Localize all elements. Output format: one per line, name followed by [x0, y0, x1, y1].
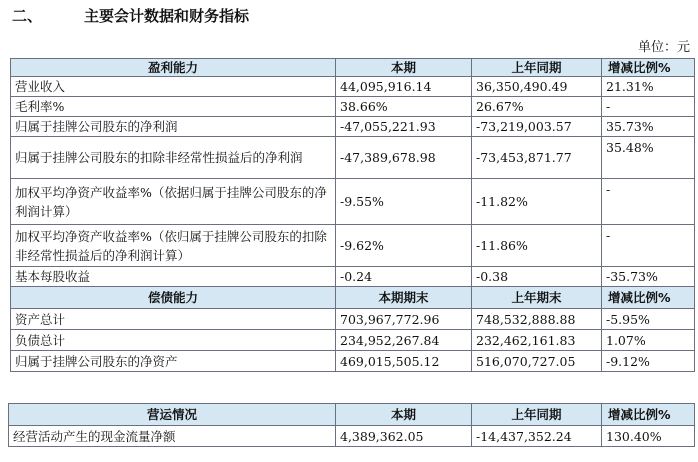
current-value: -47,389,678.98 [336, 137, 472, 179]
table-row [11, 309, 695, 330]
header-change-pct: 增减比例% [602, 404, 695, 426]
prior-value: 26.67% [472, 97, 602, 117]
current-value: 469,015,505.12 [336, 351, 472, 372]
header-change-pct: 增减比例% [602, 287, 695, 309]
table-row [11, 330, 695, 351]
unit-label: 单位：元 [637, 40, 690, 55]
table-row [11, 267, 695, 287]
current-value: -9.62% [336, 225, 472, 267]
prior-value: -11.86% [472, 225, 602, 267]
profitability-header-row [11, 59, 695, 77]
row-label: 资产总计 [11, 309, 336, 330]
current-value: 234,952,267.84 [336, 330, 472, 351]
header-prior-period: 上年同期 [472, 59, 602, 77]
header-period-end: 本期期末 [336, 287, 472, 309]
prior-value: 516,070,727.05 [472, 351, 602, 372]
prior-value: 232,462,161.83 [472, 330, 602, 351]
row-label: 基本每股收益 [11, 267, 336, 287]
prior-value: -14,437,352.24 [472, 426, 602, 447]
current-value: -9.55% [336, 179, 472, 225]
current-value: -47,055,221.93 [336, 117, 472, 137]
current-value: 38.66% [336, 97, 472, 117]
prior-value: -0.38 [472, 267, 602, 287]
prior-value: 36,350,490.49 [472, 77, 602, 97]
header-current-period: 本期 [336, 59, 472, 77]
table-row [11, 179, 695, 225]
table-row [9, 426, 695, 447]
change-value: 21.31% [602, 77, 695, 97]
current-value: 4,389,362.05 [336, 426, 472, 447]
change-value: -9.12% [602, 351, 695, 372]
row-label: 归属于挂牌公司股东的净利润 [11, 117, 336, 137]
change-value: 35.48% [602, 137, 695, 179]
row-label: 归属于挂牌公司股东的扣除非经常性损益后的净利润 [11, 137, 336, 179]
row-label: 经营活动产生的现金流量净额 [9, 426, 336, 447]
section-number: 二、 [12, 6, 43, 25]
section-heading [12, 2, 249, 28]
header-operations: 营运情况 [9, 404, 336, 426]
header-current-period: 本期 [336, 404, 472, 426]
table-row [11, 97, 695, 117]
row-label: 加权平均净资产收益率%（依归属于挂牌公司股东的扣除非经常性损益后的净利润计算） [11, 225, 336, 267]
prior-value: -11.82% [472, 179, 602, 225]
current-value: 44,095,916.14 [336, 77, 472, 97]
header-change-pct: 增减比例% [602, 59, 695, 77]
row-label: 负债总计 [11, 330, 336, 351]
prior-value: -73,219,003.57 [472, 117, 602, 137]
table-row [11, 137, 695, 179]
prior-value: 748,532,888.88 [472, 309, 602, 330]
table-row [11, 77, 695, 97]
header-solvency: 偿债能力 [11, 287, 336, 309]
current-value: 703,967,772.96 [336, 309, 472, 330]
table-row [11, 351, 695, 372]
header-prior-year-end: 上年期末 [472, 287, 602, 309]
solvency-header-row [11, 287, 695, 309]
current-value: -0.24 [336, 267, 472, 287]
change-value: - [602, 97, 695, 117]
section-title: 主要会计数据和财务指标 [84, 6, 250, 25]
financial-indicators-table [10, 58, 695, 372]
change-value: 130.40% [602, 426, 695, 447]
change-value: - [602, 179, 695, 225]
row-label: 归属于挂牌公司股东的净资产 [11, 351, 336, 372]
header-prior-period: 上年同期 [472, 404, 602, 426]
row-label: 加权平均净资产收益率%（依据归属于挂牌公司股东的净利润计算） [11, 179, 336, 225]
row-label: 营业收入 [11, 77, 336, 97]
table-row [11, 117, 695, 137]
prior-value: -73,453,871.77 [472, 137, 602, 179]
change-value: 35.73% [602, 117, 695, 137]
change-value: 1.07% [602, 330, 695, 351]
operations-header-row [9, 404, 695, 426]
change-value: -35.73% [602, 267, 695, 287]
operations-table [8, 403, 695, 447]
row-label: 毛利率% [11, 97, 336, 117]
header-profitability: 盈利能力 [11, 59, 336, 77]
change-value: - [602, 225, 695, 267]
change-value: -5.95% [602, 309, 695, 330]
table-row [11, 225, 695, 267]
